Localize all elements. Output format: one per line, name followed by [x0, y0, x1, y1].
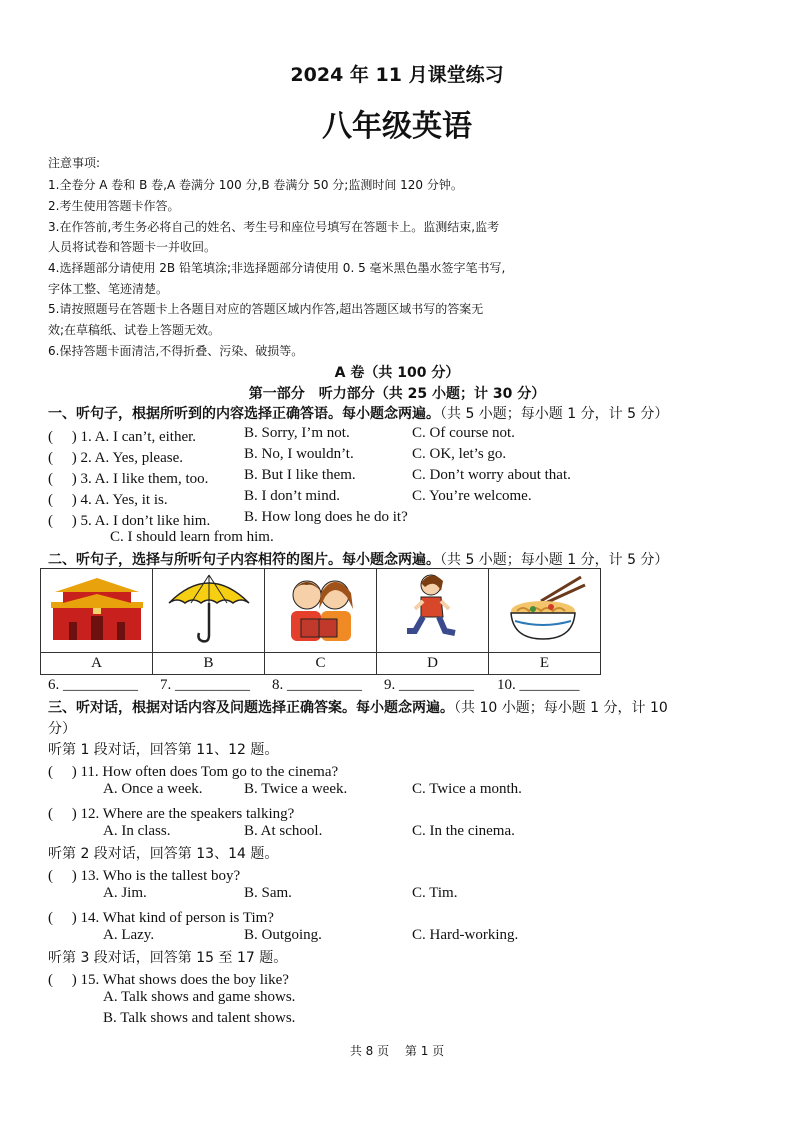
section1-heading: 一、听句子，根据所听到的内容选择正确答语。每小题念两遍。（共 5 小题；每小题 1 分，计 5 分） [48, 406, 669, 422]
question-1-option-c: C. Of course not. [412, 425, 515, 441]
question-12-option-b: B. At school. [244, 823, 323, 839]
volume-a-heading: A 卷（共 100 分） [334, 365, 460, 381]
part1-heading: 第一部分 听力部分（共 25 小题；计 30 分） [248, 386, 546, 402]
question-3-option-c: C. Don’t worry about that. [412, 467, 571, 483]
running-person-icon [385, 569, 481, 647]
question-11-option-a: A. Once a week. [103, 781, 203, 797]
note-line: 字体工整、笔迹清楚。 [48, 282, 169, 296]
section3-heading: 三、听对话，根据对话内容及问题选择正确答案。每小题念两遍。（共 10 小题；每小题 1 分，计 10 [48, 700, 668, 716]
question-1-option-b: B. Sorry, I’m not. [244, 425, 350, 441]
page-footer: 共 8 页 第 1 页 [349, 1044, 445, 1058]
section3-heading-cont: 分） [48, 721, 76, 737]
question-12-option-a: A. In class. [103, 823, 171, 839]
question-12-stem: ( ) 12. Where are the speakers talking? [48, 806, 295, 822]
note-line: 5.请按照题号在答题卡上各题目对应的答题区域内作答,超出答题区域书写的答案无 [48, 302, 484, 316]
question-5-option-c: C. I should learn from him. [110, 529, 274, 545]
dialog-1-instruction: 听第 1 段对话，回答第 11、12 题。 [48, 742, 279, 758]
picture-label-d: D [377, 653, 489, 675]
note-line: 3.在作答前,考生务必将自己的姓名、考生号和座位号填写在答题卡上。监测结束,监考 [48, 220, 500, 234]
umbrella-icon [161, 569, 257, 647]
question-13-option-a: A. Jim. [103, 885, 147, 901]
noodle-bowl-icon [497, 569, 593, 647]
note-line: 1.全卷分 A 卷和 B 卷,A 卷满分 100 分,B 卷满分 50 分;监测时间 120 分钟。 [48, 178, 463, 192]
picture-d [377, 569, 489, 653]
answer-blank-9: 9. __________ [384, 677, 474, 693]
picture-e [489, 569, 601, 653]
picture-label-e: E [489, 653, 601, 675]
question-14-option-c: C. Hard-working. [412, 927, 519, 943]
picture-a [41, 569, 153, 653]
subject-title: 八年级英语 [322, 109, 472, 144]
question-11-option-b: B. Twice a week. [244, 781, 348, 797]
question-2-option-b: B. No, I wouldn’t. [244, 446, 354, 462]
gate-tower-icon [49, 572, 145, 644]
question-11-option-c: C. Twice a month. [412, 781, 522, 797]
question-14-stem: ( ) 14. What kind of person is Tim? [48, 910, 274, 926]
question-12-option-c: C. In the cinema. [412, 823, 515, 839]
note-line: 4.选择题部分请使用 2B 铅笔填涂;非选择题部分请使用 0. 5 毫米黑色墨水签字笔书写, [48, 261, 506, 275]
dialog-3-instruction: 听第 3 段对话，回答第 15 至 17 题。 [48, 950, 288, 966]
question-4-option-b: B. I don’t mind. [244, 488, 340, 504]
answer-blank-10: 10. ________ [497, 677, 580, 693]
picture-c [265, 569, 377, 653]
answer-blank-7: 7. __________ [160, 677, 250, 693]
note-line: 2.考生使用答题卡作答。 [48, 199, 180, 213]
question-11-stem: ( ) 11. How often does Tom go to the cinema? [48, 764, 339, 780]
picture-label-c: C [265, 653, 377, 675]
question-14-option-a: A. Lazy. [103, 927, 155, 943]
dialog-2-instruction: 听第 2 段对话，回答第 13、14 题。 [48, 846, 279, 862]
answer-blank-8: 8. __________ [272, 677, 362, 693]
question-2-stem: ( ) 2. A. Yes, please. [48, 450, 183, 466]
section2-heading: 二、听句子，选择与所听句子内容相符的图片。每小题念两遍。（共 5 小题；每小题 1 分，计 5 分） [48, 552, 669, 568]
picture-label-b: B [153, 653, 265, 675]
question-5-option-b: B. How long does he do it? [244, 509, 408, 525]
question-13-stem: ( ) 13. Who is the tallest boy? [48, 868, 241, 884]
picture-label-a: A [41, 653, 153, 675]
picture-table [40, 568, 601, 675]
question-15-option-a: A. Talk shows and game shows. [103, 989, 296, 1005]
question-15-option-b: B. Talk shows and talent shows. [103, 1010, 296, 1026]
children-reading-icon [273, 569, 369, 647]
question-13-option-b: B. Sam. [244, 885, 292, 901]
question-14-option-b: B. Outgoing. [244, 927, 322, 943]
question-3-stem: ( ) 3. A. I like them, too. [48, 471, 209, 487]
question-4-option-c: C. You’re welcome. [412, 488, 532, 504]
question-13-option-c: C. Tim. [412, 885, 458, 901]
question-5-stem: ( ) 5. A. I don’t like him. [48, 513, 211, 529]
question-3-option-b: B. But I like them. [244, 467, 356, 483]
question-2-option-c: C. OK, let’s go. [412, 446, 507, 462]
question-4-stem: ( ) 4. A. Yes, it is. [48, 492, 168, 508]
answer-blank-6: 6. __________ [48, 677, 138, 693]
picture-b [153, 569, 265, 653]
question-15-stem: ( ) 15. What shows does the boy like? [48, 972, 289, 988]
exam-date-title: 2024 年 11 月课堂练习 [290, 64, 504, 86]
question-1-stem: ( ) 1. A. I can’t, either. [48, 429, 197, 445]
note-line: 人员将试卷和答题卡一并收回。 [48, 240, 217, 254]
note-line: 6.保持答题卡面清洁,不得折叠、污染、破损等。 [48, 344, 304, 358]
note-line: 效;在草稿纸、试卷上答题无效。 [48, 323, 221, 337]
notes-heading: 注意事项: [48, 156, 101, 170]
